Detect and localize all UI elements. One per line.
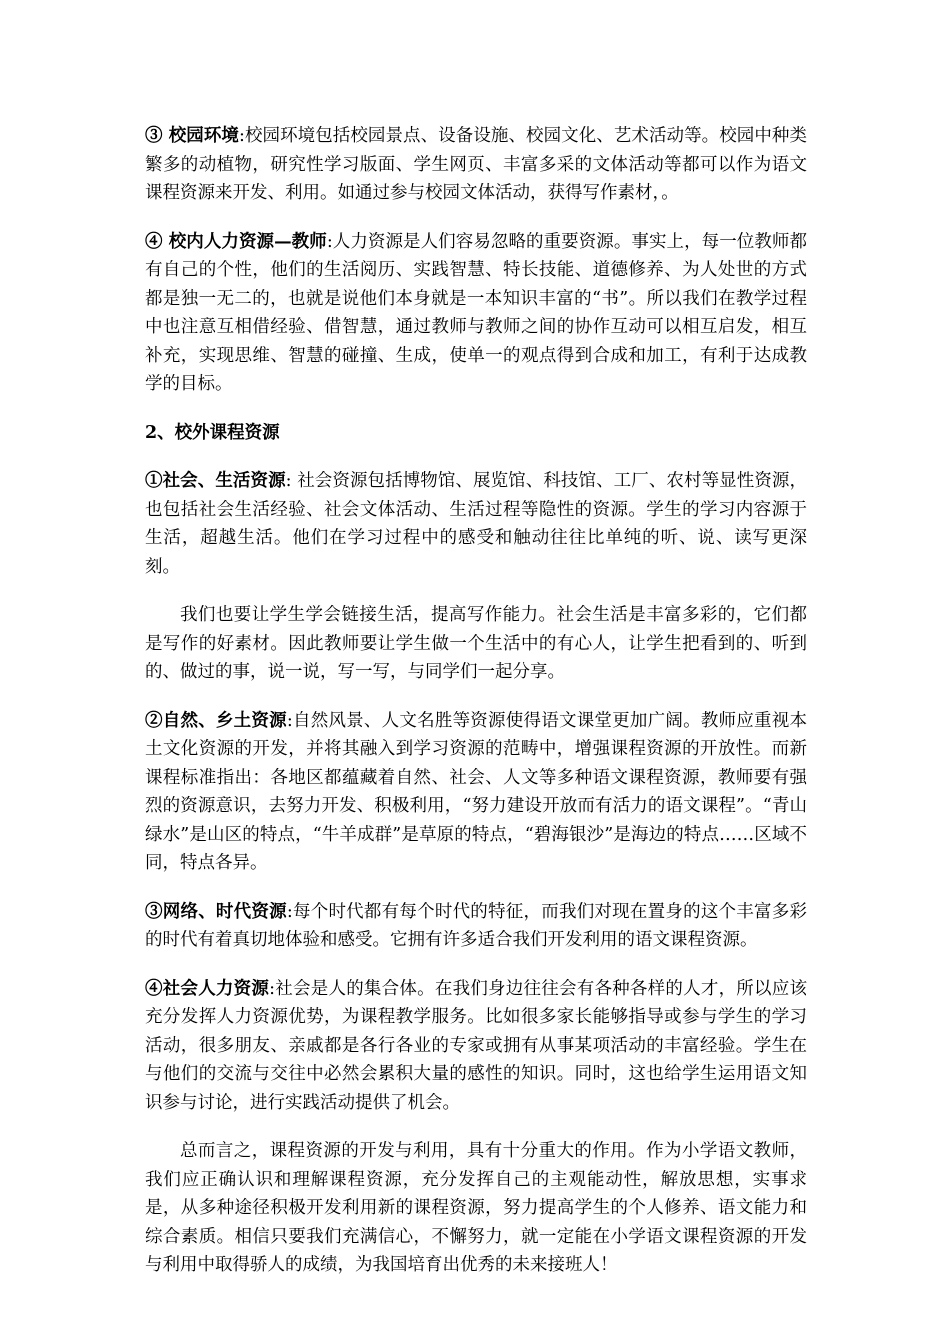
document-body: [145, 122, 807, 1300]
paragraph-life-writing: 我们也要让学生学会链接生活，提高写作能力。社会生活是丰富多彩的，它们都是写作的好素材。因此教师要让学生做一个生活中的有心人，让学生把看到的、听到的、做过的事，说一说，写一写，与同学们一起分享。: [145, 605, 807, 682]
paragraph-heading: ③网络、时代资源: [145, 901, 287, 922]
paragraph-heading: ①社会、生活资源: [145, 471, 286, 491]
paragraph-text: :校园环境包括校园景点、设备设施、校园文化、艺术活动等。校园中种类繁多的动植物，研究性学习版面、学生网页、丰富多采的文体活动等都可以作为语文课程资源来开发、利用。如通过参与校园文体活动，获得写作素材，。: [145, 126, 807, 203]
paragraph-text: :人力资源是人们容易忽略的重要资源。事实上，每一位教师都有自己的个性，他们的生活阅历、实践智慧、特长技能、道德修养、为人处世的方式都是独一无二的，也就是说他们本身就是一本知识丰富的“书”。所以我们在教学过程中也注意互相借经验、借智慧，通过教师与教师之间的协作互动可以相互启发，相互补充，实现思维、智慧的碰撞、生成，使单一的观点得到合成和加工，有利于达成教学的目标。: [145, 231, 807, 394]
paragraph-heading: ②自然、乡土资源: [145, 710, 287, 731]
paragraph-network-era-resources: [145, 898, 807, 955]
paragraph-text: :社会是人的集合体。在我们身边往往会有各种各样的人才，所以应该充分发挥人力资源优势，为课程教学服务。比如很多家长能够指导或参与学生的学习活动，很多朋友、亲戚都是各行各业的专家或拥有从事某项活动的丰富经验。学生在与他们的交流与交往中必然会累积大量的感性的知识。同时，这也给学生运用语文知识参与讨论，进行实践活动提供了机会。: [145, 978, 808, 1113]
paragraph-text: :每个时代都有每个时代的特征，而我们对现在置身的这个丰富多彩的时代有着真切地体验和感受。它拥有许多适合我们开发利用的语文课程资源。: [145, 901, 807, 950]
paragraph-heading: ④社会人力资源: [145, 978, 270, 999]
paragraph-nature-local-resources: [145, 707, 807, 878]
paragraph-text: : 社会资源包括博物馆、展览馆、科技馆、工厂、农村等显性资源，也包括社会生活经验、社会文体活动、生活过程等隐性的资源。学生的学习内容源于生活，超越生活。他们在学习过程中的感受和触动往往比单纯的听、说、读写更深刻。: [145, 471, 807, 577]
paragraph-teacher-resources: [145, 228, 807, 399]
paragraph-heading: ④ 校内人力资源—教师: [145, 231, 327, 252]
paragraph-social-life-resources: [145, 467, 807, 581]
paragraph-heading: ③ 校园环境: [145, 126, 239, 146]
paragraph-text: :自然风景、人文名胜等资源使得语文课堂更加广阔。教师应重视本土文化资源的开发，并将其融入到学习资源的范畴中，增强课程资源的开放性。而新课程标准指出：各地区都蕴藏着自然、社会、人文等多种语文课程资源，教师要有强烈的资源意识，去努力开发、积极利用，“努力建设开放而有活力的语文课程”。“青山绿水”是山区的特点，“牛羊成群”是草原的特点，“碧海银沙”是海边的特点……区域不同，特点各异。: [145, 710, 807, 873]
section-title-external-resources: 2、校外课程资源: [145, 422, 280, 443]
paragraph-conclusion: 总而言之，课程资源的开发与利用，具有十分重大的作用。作为小学语文教师，我们应正确认识和理解课程资源，充分发挥自己的主观能动性，解放思想，实事求是，从多种途径积极开发利用新的课程资源，努力提高学生的个人修养、语文能力和综合素质。相信只要我们充满信心，不懈努力，就一定能在小学语文课程资源的开发与利用中取得骄人的成绩，为我国培育出优秀的未来接班人！: [145, 1141, 807, 1275]
paragraph-social-human-resources: [145, 975, 807, 1118]
paragraph-campus-environment: [145, 122, 807, 208]
